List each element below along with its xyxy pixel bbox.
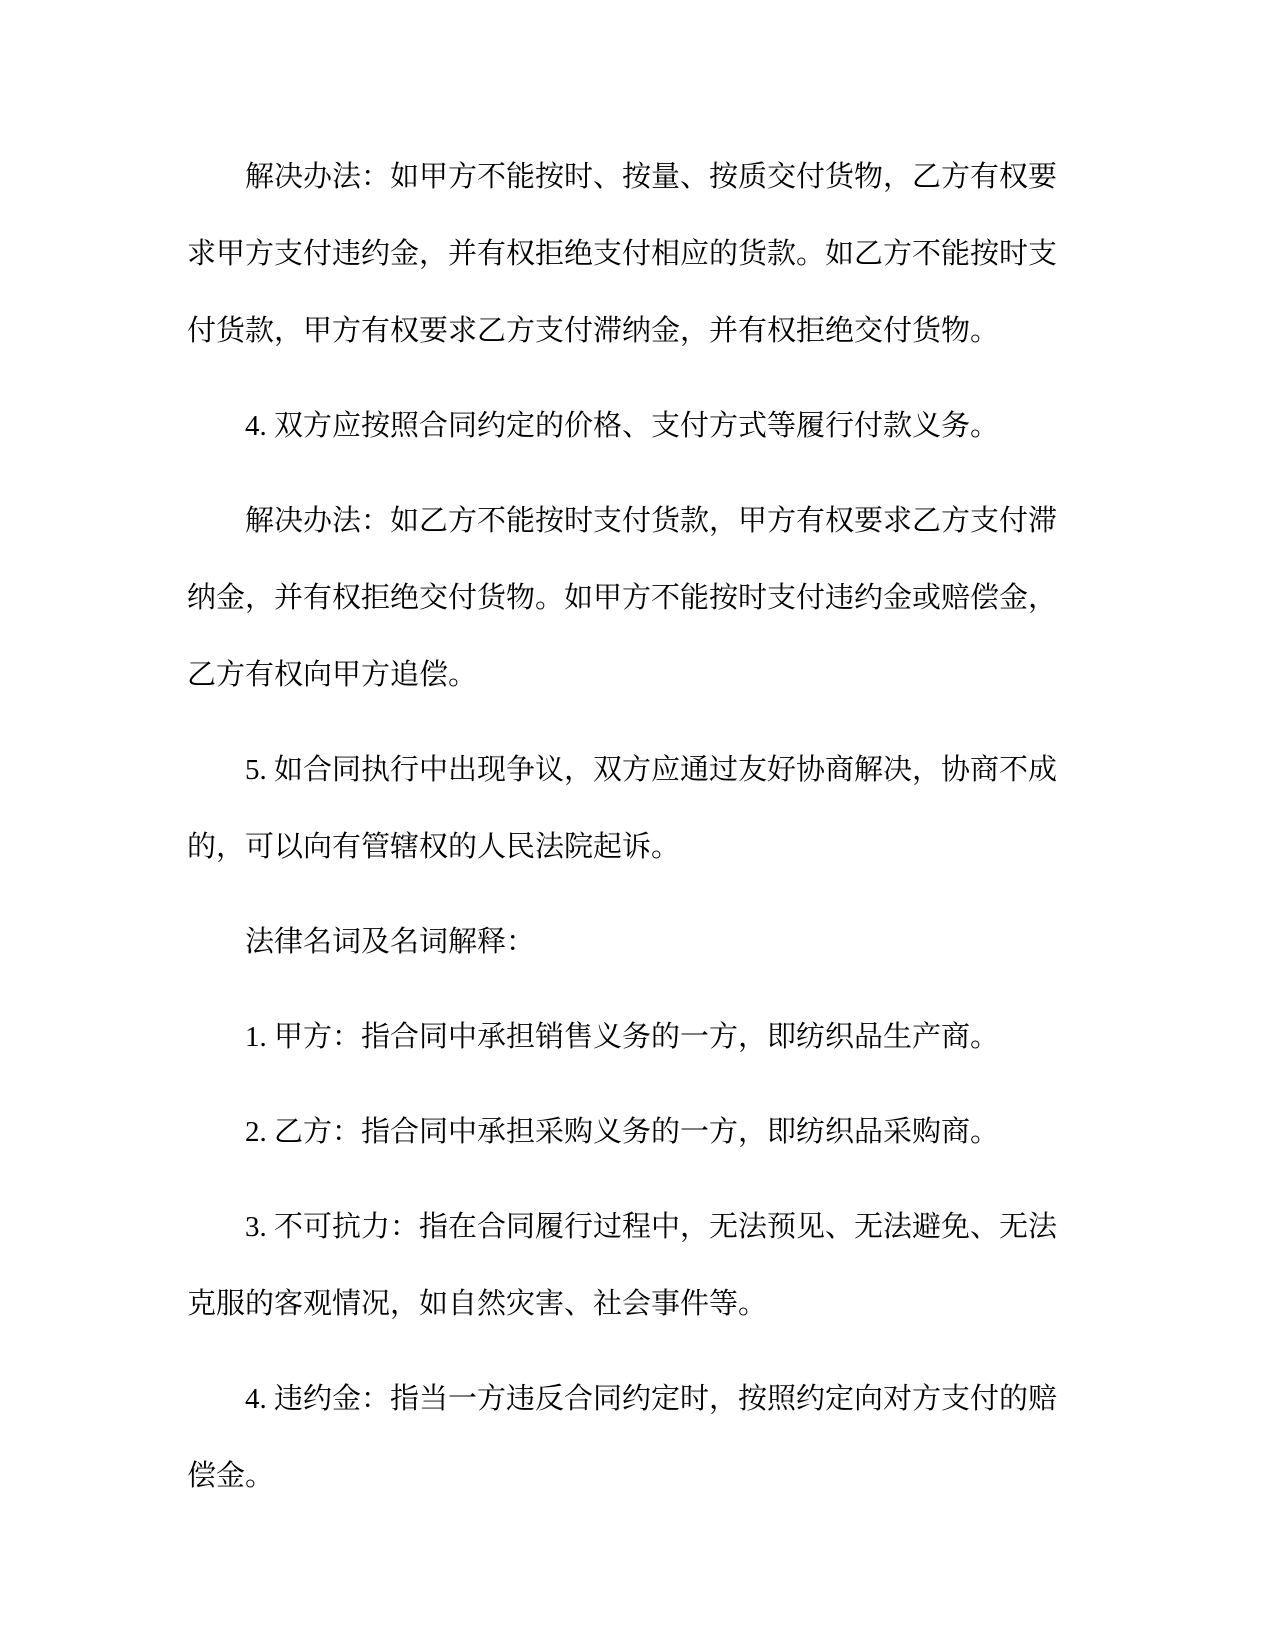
paragraph-resolution-delivery-breach: 解决办法：如甲方不能按时、按量、按质交付货物，乙方有权要求甲方支付违约金，并有权拒绝支付相应的货款。如乙方不能按时支付货款，甲方有权要求乙方支付滞纳金，并有权拒绝交付货物。 (187, 161, 1058, 347)
clause-4-payment-obligation: 4. 双方应按照合同约定的价格、支付方式等履行付款义务。 (245, 410, 1000, 442)
paragraph-resolution-payment-breach: 解决办法：如乙方不能按时支付货款，甲方有权要求乙方支付滞纳金，并有权拒绝交付货物。如甲方不能按时支付违约金或赔偿金，乙方有权向甲方追偿。 (187, 505, 1058, 691)
legal-terms-heading: 法律名词及名词解释： (245, 926, 536, 958)
clause-5-dispute-resolution: 5. 如合同执行中出现争议，双方应通过友好协商解决，协商不成的，可以向有管辖权的人民法院起诉。 (187, 754, 1058, 863)
term-2-party-b-definition: 2. 乙方：指合同中承担采购义务的一方，即纺织品采购商。 (245, 1116, 1000, 1148)
term-4-liquidated-damages-definition: 4. 违约金：指当一方违反合同约定时，按照约定向对方支付的赔偿金。 (187, 1383, 1058, 1492)
term-3-force-majeure-definition: 3. 不可抗力：指在合同履行过程中，无法预见、无法避免、无法克服的客观情况，如自然灾害、社会事件等。 (187, 1211, 1058, 1320)
term-1-party-a-definition: 1. 甲方：指合同中承担销售义务的一方，即纺织品生产商。 (245, 1021, 1000, 1053)
